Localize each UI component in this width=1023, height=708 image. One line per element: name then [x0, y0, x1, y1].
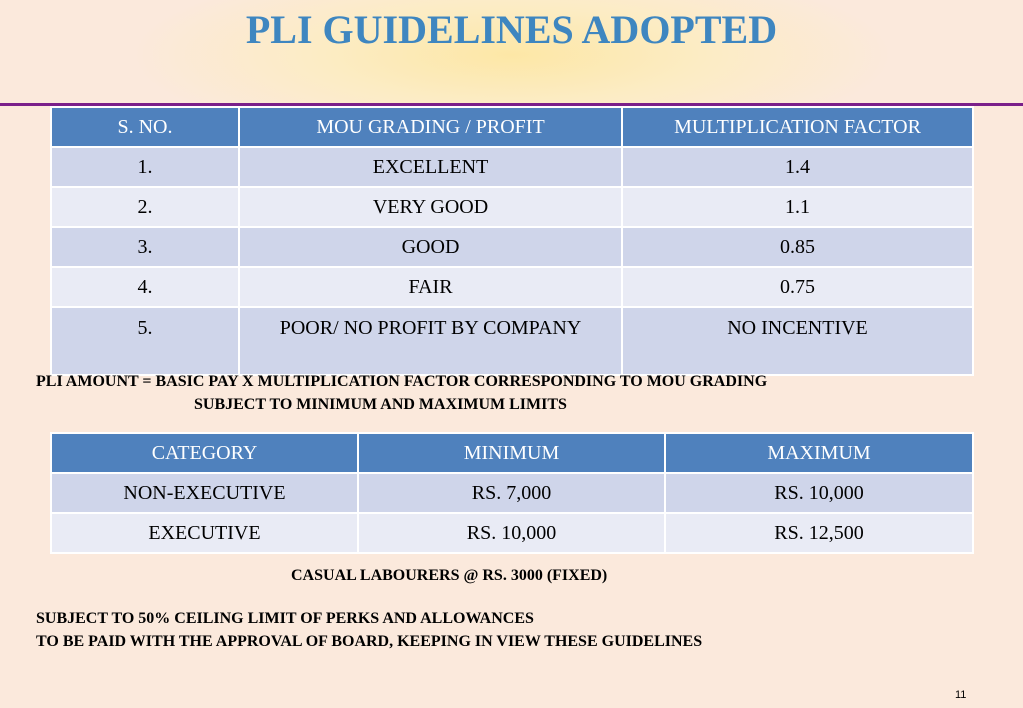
table-cell: 1.4 [622, 147, 973, 187]
header-cell: S. NO. [51, 107, 239, 147]
footer-note: TO BE PAID WITH THE APPROVAL OF BOARD, KEEPING IN VIEW THESE GUIDELINES [36, 633, 703, 650]
table-row [51, 147, 973, 187]
table-row [51, 267, 973, 307]
table-cell: RS. 10,000 [358, 513, 665, 553]
header-cell: MULTIPLICATION FACTOR [622, 107, 973, 147]
casual-labourers-note: CASUAL LABOURERS @ RS. 3000 (FIXED) [291, 567, 608, 584]
table-cell: 3. [51, 227, 239, 267]
table-cell: VERY GOOD [239, 187, 622, 227]
header-cell: CATEGORY [51, 433, 358, 473]
header-cell: MOU GRADING / PROFIT [239, 107, 622, 147]
mou-grading-table [50, 106, 974, 376]
header-cell: MAXIMUM [665, 433, 973, 473]
table-cell: 1.1 [622, 187, 973, 227]
table-cell: 0.85 [622, 227, 973, 267]
table-cell: FAIR [239, 267, 622, 307]
table-cell: RS. 10,000 [665, 473, 973, 513]
table-cell: EXCELLENT [239, 147, 622, 187]
table-cell: POOR/ NO PROFIT BY COMPANY [239, 307, 622, 375]
table-cell: NON-EXECUTIVE [51, 473, 358, 513]
pli-formula-limits-line: SUBJECT TO MINIMUM AND MAXIMUM LIMITS [194, 396, 567, 413]
table-cell: GOOD [239, 227, 622, 267]
page-number: 11 [955, 689, 967, 701]
table-row [51, 227, 973, 267]
table-cell: 2. [51, 187, 239, 227]
footer-note: SUBJECT TO 50% CEILING LIMIT OF PERKS AND ALLOWANCES [36, 610, 534, 627]
pli-formula-line: PLI AMOUNT = BASIC PAY X MULTIPLICATION FACTOR CORRESPONDING TO MOU GRADING [36, 373, 768, 390]
table-row [51, 513, 973, 553]
table-cell: NO INCENTIVE [622, 307, 973, 375]
slide-title: PLI GUIDELINES ADOPTED [245, 7, 778, 52]
table-cell: RS. 12,500 [665, 513, 973, 553]
table-row [51, 307, 973, 375]
table-cell: 0.75 [622, 267, 973, 307]
table-cell: RS. 7,000 [358, 473, 665, 513]
header-cell: MINIMUM [358, 433, 665, 473]
limits-table [50, 432, 974, 554]
table-cell: 5. [51, 307, 239, 375]
table-cell: EXECUTIVE [51, 513, 358, 553]
table-row [51, 187, 973, 227]
table-cell: 1. [51, 147, 239, 187]
table-row [51, 473, 973, 513]
table-header-row [51, 107, 973, 147]
table-cell: 4. [51, 267, 239, 307]
table-header-row [51, 433, 973, 473]
